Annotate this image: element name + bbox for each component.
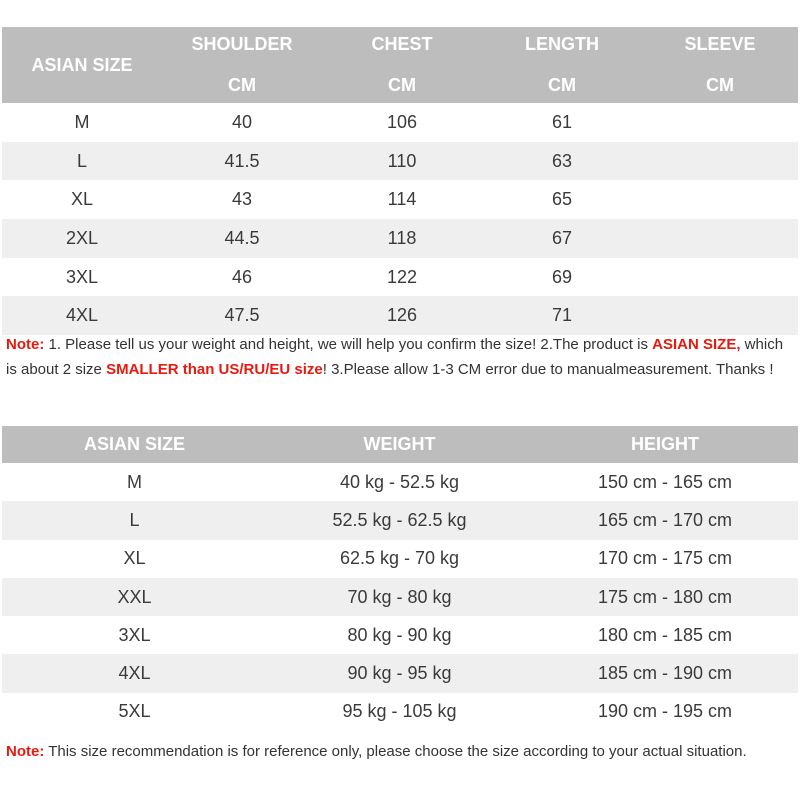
table-row [2, 578, 798, 616]
size-cell: L [76, 150, 87, 171]
length-cell: 61 [551, 111, 573, 132]
length-cell: 63 [551, 150, 573, 171]
shoulder-cell: 44.5 [224, 227, 260, 248]
table-row [2, 219, 798, 258]
header-height: HEIGHT [630, 434, 699, 454]
length-cell: 71 [551, 305, 573, 326]
size-cell: 3XL [65, 266, 99, 287]
length-cell: 65 [551, 189, 573, 210]
height-cell: 175 cm - 180 cm [597, 586, 733, 607]
size-cell: L [129, 509, 140, 530]
table-row [2, 693, 798, 731]
table-row [2, 180, 798, 219]
length-cell: 67 [551, 227, 573, 248]
height-cell: 150 cm - 165 cm [597, 471, 733, 492]
shoulder-cell: 46 [231, 266, 253, 287]
table-row [2, 654, 798, 692]
height-cell: 170 cm - 175 cm [597, 548, 733, 569]
chest-cell: 106 [386, 111, 418, 132]
sleeve-cell [642, 258, 798, 297]
weight-cell: 95 kg - 105 kg [342, 701, 457, 722]
size-cell: 4XL [65, 305, 99, 326]
height-cell: 190 cm - 195 cm [597, 701, 733, 722]
note-label: Note: [6, 336, 45, 353]
smaller-size-highlight: SMALLER than US/RU/EU size [106, 360, 323, 378]
chest-cell: 114 [387, 189, 417, 210]
note-label: Note: [6, 743, 45, 760]
recommendation-note [6, 740, 796, 765]
size-cell: XL [123, 548, 146, 569]
weight-cell: 80 kg - 90 kg [347, 624, 452, 645]
shoulder-cell: 41.5 [224, 150, 260, 171]
unit-label: CM [706, 75, 734, 95]
note-text: ! 3.Please allow 1-3 CM error due to manualmeasurement. Thanks ! [322, 360, 774, 378]
size-note [6, 333, 796, 382]
note-text: This size recommendation is for reference only, please choose the size according to your actual situation. [44, 743, 747, 760]
header-length: LENGTH CM [482, 27, 642, 103]
height-cell: 185 cm - 190 cm [597, 663, 733, 684]
sleeve-cell [642, 142, 798, 181]
note-text: 1. Please tell us your weight and height, we will help you confirm the size! 2.The product is [44, 336, 653, 353]
size-chart-table [2, 27, 798, 335]
unit-label: CM [548, 75, 576, 95]
weight-cell: 52.5 kg - 62.5 kg [332, 509, 467, 530]
sleeve-cell [642, 219, 798, 258]
size-chart-header [2, 27, 798, 103]
header-chest: CHEST CM [322, 27, 482, 103]
weight-height-table [2, 426, 798, 731]
sleeve-cell [642, 103, 798, 142]
table-row [2, 616, 798, 654]
unit-label: CM [228, 75, 256, 95]
table-row [2, 142, 798, 181]
table-row [2, 540, 798, 578]
shoulder-cell: 43 [231, 189, 253, 210]
table-row [2, 103, 798, 142]
header-weight: WEIGHT [363, 434, 436, 454]
table-row [2, 501, 798, 539]
unit-label: CM [388, 75, 416, 95]
size-cell: 3XL [118, 624, 151, 645]
header-asian-size: ASIAN SIZE [31, 54, 133, 75]
size-cell: M [74, 111, 90, 132]
header-sleeve: SLEEVE CM [642, 27, 798, 103]
shoulder-cell: 47.5 [224, 305, 260, 326]
sleeve-cell [642, 296, 798, 335]
height-cell: 165 cm - 170 cm [597, 509, 733, 530]
header-shoulder: SHOULDER CM [162, 27, 322, 103]
size-cell: XL [70, 189, 94, 210]
chest-cell: 126 [386, 305, 418, 326]
length-cell: 69 [551, 266, 573, 287]
shoulder-cell: 40 [231, 111, 253, 132]
chest-cell: 110 [387, 150, 417, 171]
size-cell: 4XL [118, 663, 151, 684]
sleeve-cell [642, 180, 798, 219]
size-cell: 5XL [118, 701, 151, 722]
height-cell: 180 cm - 185 cm [597, 624, 733, 645]
size-cell: M [127, 471, 142, 492]
note-text: which is about 2 size [6, 336, 784, 378]
weight-height-header [2, 426, 798, 463]
size-cell: XXL [117, 586, 152, 607]
table-row [2, 296, 798, 335]
weight-cell: 40 kg - 52.5 kg [339, 471, 460, 492]
table-row [2, 463, 798, 501]
weight-cell: 62.5 kg - 70 kg [339, 548, 460, 569]
weight-cell: 70 kg - 80 kg [347, 586, 452, 607]
size-cell: 2XL [65, 227, 99, 248]
table-row [2, 258, 798, 297]
chest-cell: 118 [387, 227, 417, 248]
chest-cell: 122 [386, 266, 418, 287]
header-asian-size: ASIAN SIZE [83, 434, 185, 454]
asian-size-highlight: ASIAN SIZE, [652, 336, 741, 353]
weight-cell: 90 kg - 95 kg [347, 663, 452, 684]
